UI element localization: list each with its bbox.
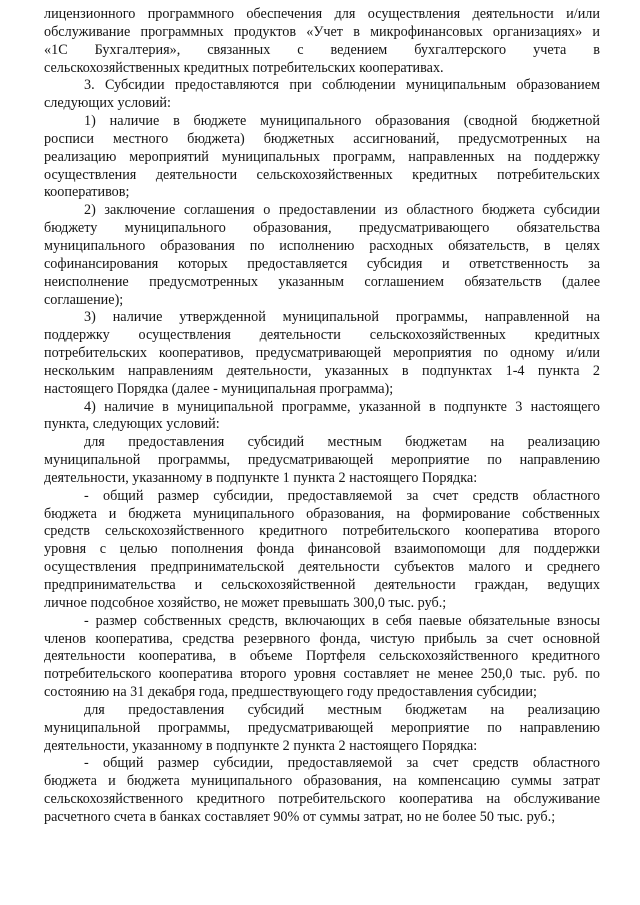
text-line: для предоставления субсидий местным бюджетам на реализацию — [84, 434, 600, 451]
text-line: лицензионного программного обеспечения для осуществления деятельности и/или — [44, 6, 600, 22]
text-line: бюджету муниципального образования, предусматривающего обязательства — [44, 220, 600, 237]
text-line: деятельности, указанному в подпункте 1 пункта 2 настоящего Порядка: — [44, 469, 478, 486]
text-line: кооперативов; — [44, 184, 130, 201]
text-line: обслуживание программных продуктов «Учет в микрофинансовых организациях» и — [44, 23, 600, 40]
text-line: 4) наличие в муниципальной программе, указанной в подпункте 3 настоящего — [84, 398, 600, 415]
text-line: осуществления предпринимательской деятельности субъектов малого и среднего — [44, 559, 600, 576]
text-line: муниципального образования по исполнению расходных обязательств, в целях — [44, 237, 600, 254]
text-line: бюджета и бюджета муниципального образования, на компенсацию суммы затрат — [44, 773, 600, 790]
text-line: 3) наличие утвержденной муниципальной программы, направленной на — [84, 309, 600, 326]
document-body — [44, 6, 600, 827]
text-line: членов кооператива, средства резервного фонда, чистую прибыль за счет основной — [44, 630, 600, 647]
text-line: - общий размер субсидии, предоставляемой за счет средств областного — [84, 487, 600, 504]
text-line: расчетного счета в банках составляет 90% от суммы затрат, но не более 50 тыс. руб.; — [44, 808, 556, 825]
text-line: настоящего Порядка (далее - муниципальная программа); — [44, 380, 394, 397]
text-line: состоянию на 31 декабря года, предшествующего году предоставления субсидии; — [44, 684, 537, 701]
text-line: - размер собственных средств, включающих в себя паевые обязательные взносы — [84, 612, 600, 629]
text-line: поддержку осуществления деятельности сельскохозяйственных кредитных — [44, 327, 600, 344]
text-line: неисполнение предусмотренных указанным соглашением обязательств (далее — [44, 273, 600, 290]
text-line: сельскохозяйственных кредитных потребительских кооперативах. — [44, 59, 444, 76]
text-line: для предоставления субсидий местным бюджетам на реализацию — [84, 701, 600, 718]
text-line: «1С Бухгалтерия», связанных с ведением бухгалтерского учета в — [44, 41, 600, 58]
text-line: сельскохозяйственного кредитного потребительского кооператива на обслуживание — [44, 791, 600, 808]
text-line: средств сельскохозяйственного кредитного потребительского кооператива второго — [44, 523, 600, 540]
text-line: деятельности кооператива, в объеме Портфеля сельскохозяйственного кредитного — [44, 648, 600, 665]
text-line: следующих условий: — [44, 95, 171, 112]
text-line: потребительского кооператива второго уровня составляет не менее 250,0 тыс. руб. по — [44, 666, 600, 683]
text-line: реализацию мероприятий муниципальных программ, направленных на поддержку — [44, 148, 600, 165]
text-line: потребительских кооперативов, предусматривающей мероприятия по одному и/или — [44, 345, 600, 362]
text-line: пункта, следующих условий: — [44, 416, 220, 433]
text-line: соглашение); — [44, 291, 124, 308]
text-line: 3. Субсидии предоставляются при соблюдении муниципальным образованием — [84, 77, 600, 94]
text-line: 2) заключение соглашения о предоставлении из областного бюджета субсидии — [84, 202, 600, 219]
text-line: предпринимательства и сельскохозяйственной деятельности граждан, ведущих — [44, 577, 600, 593]
text-line: нескольким направлениям деятельности, указанных в подпунктах 1-4 пункта 2 — [44, 362, 600, 379]
text-line: уровня с целью пополнения фонда финансовой взаимопомощи для поддержки — [44, 541, 600, 558]
text-line: муниципальной программы, предусматривающей мероприятие по направлению — [44, 719, 600, 736]
text-line: бюджета и бюджета муниципального образования, на формирование собственных — [44, 505, 600, 522]
text-line: 1) наличие в бюджете муниципального образования (сводной бюджетной — [84, 113, 600, 130]
text-line: - общий размер субсидии, предоставляемой за счет средств областного — [84, 755, 600, 772]
text-line: осуществления деятельности сельскохозяйственных кредитных потребительских — [44, 166, 600, 183]
text-line: софинансирования которых предоставляется субсидия и ответственность за — [44, 255, 600, 272]
text-line: личное подсобное хозяйство, не может превышать 300,0 тыс. руб.; — [44, 594, 447, 611]
text-line: росписи местного бюджета) бюджетных ассигнований, предусмотренных на — [44, 130, 600, 147]
text-line: деятельности, указанному в подпункте 2 пункта 2 настоящего Порядка: — [44, 737, 478, 754]
text-line: муниципальной программы, предусматривающей мероприятие по направлению — [44, 452, 600, 469]
